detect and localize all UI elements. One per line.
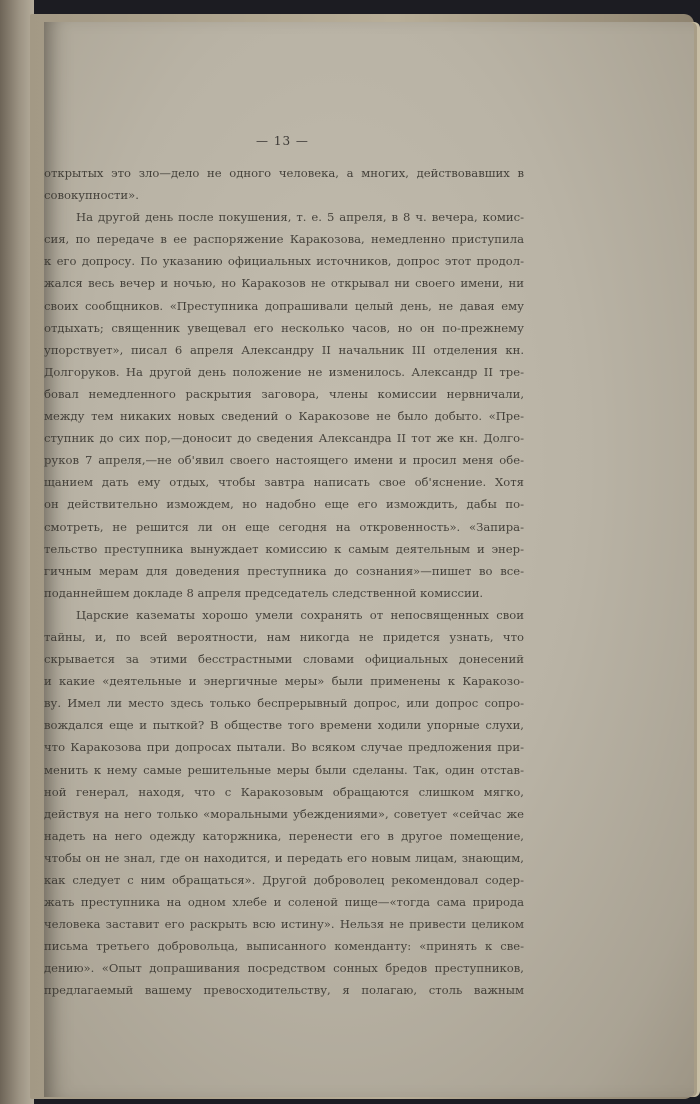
text-line: человека заставит его раскрыть всю истину». Нельзя не привести целиком [44, 917, 524, 932]
text-line: и какие «деятельные и энергичные меры» были применены к Каракозо- [44, 674, 524, 689]
text-line: он действительно измождем, но надобно еще его измождить, дабы по- [44, 497, 524, 512]
text-line: сия, по передаче в ее распоряжение Каракозова, немедленно приступила [44, 232, 524, 247]
text-line: Долгоруков. На другой день положение не изменилось. Александр II тре- [44, 364, 524, 379]
text-line: упорствует», писал 6 апреля Александру II начальник III отделения кн. [44, 342, 524, 357]
text-line: тельство преступника вынуждает комиссию к самым деятельным и энер- [44, 541, 524, 556]
text-line: смотреть, не решится ли он еще сегодня на откровенность». «Запира- [44, 519, 524, 534]
text-line: ной генерал, находя, что с Каракозовым обращаются слишком мягко, [44, 784, 524, 799]
text-line: совокупности». [44, 188, 139, 203]
text-line: гичным мерам для доведения преступника до сознания»—пишет во все- [44, 563, 524, 578]
text-line: бовал немедленного раскрытия заговора, члены комиссии нервничали, [44, 386, 524, 401]
text-line: действуя на него только «моральными убеждениями», советует «сейчас же [44, 806, 524, 821]
text-line: дению». «Опыт допрашивания посредством сонных бредов преступников, [44, 961, 524, 976]
text-line: тайны, и, по всей вероятности, нам никогда не придется узнать, что [44, 629, 524, 644]
text-line: как следует с ним обращаться». Другой доброволец рекомендовал содер- [44, 873, 524, 887]
text-line: менить к нему самые решительные меры были сделаны. Так, один отстав- [44, 762, 524, 777]
text-line: письма третьего добровольца, выписанного коменданту: «принять к све- [44, 939, 524, 954]
text-line: отдыхать; священник увещевал его несколько часов, но он по-прежнему [44, 320, 524, 335]
text-line: На другой день после покушения, т. е. 5 апреля, в 8 ч. вечера, комис- [76, 210, 524, 225]
text-line: открытых это зло—дело не одного человека, а многих, действовавших в [44, 166, 524, 180]
text-line: поданнейшем докладе 8 апреля председатель следственной комиссии. [44, 585, 484, 600]
text-line: скрывается за этими бесстрастными словами официальных донесений [44, 652, 524, 667]
text-line: к его допросу. По указанию официальных источников, допрос этот продол- [44, 254, 524, 269]
text-line: руков 7 апреля,—не об'явил своего настоящего имени и просил меня обе- [44, 453, 524, 468]
text-line: щанием дать ему отдых, чтобы завтра написать свое об'яснение. Хотя [44, 475, 524, 490]
book-page [44, 22, 694, 1097]
text-line: чтобы он не знал, где он находится, и передать его новым лицам, знающим, [44, 850, 524, 865]
text-line: предлагаемый вашему превосходительству, я полагаю, столь важным [44, 983, 524, 998]
text-line: своих сообщников. «Преступника допрашивали целый день, не давая ему [44, 298, 524, 313]
text-line: между тем никаких новых сведений о Каракозове не было добыто. «Пре- [44, 409, 524, 424]
text-line: что Каракозова при допросах пытали. Во всяком случае предложения при- [44, 740, 524, 755]
text-line: надеть на него одежду каторжника, перенести его в другое помещение, [44, 828, 524, 843]
page-number: — 13 — [256, 134, 309, 148]
text-line: ву. Имел ли место здесь только беспрерывный допрос, или допрос сопро- [44, 696, 524, 711]
book-page-stack [30, 14, 694, 1099]
text-line: жать преступника на одном хлебе и соленой пище—«тогда сама природа [44, 895, 524, 910]
text-line: жался весь вечер и ночью, но Каракозов не открывал ни своего имени, ни [44, 276, 524, 291]
text-line: ступник до сих пор,—доносит до сведения Александра II тот же кн. Долго- [44, 431, 524, 446]
text-line: Царские казематы хорошо умели сохранять от непосвященных свои [76, 607, 524, 622]
facing-page-edge [0, 0, 34, 1104]
body-text [44, 162, 524, 1002]
text-line: вождался еще и пыткой? В обществе того времени ходили упорные слухи, [44, 718, 524, 733]
